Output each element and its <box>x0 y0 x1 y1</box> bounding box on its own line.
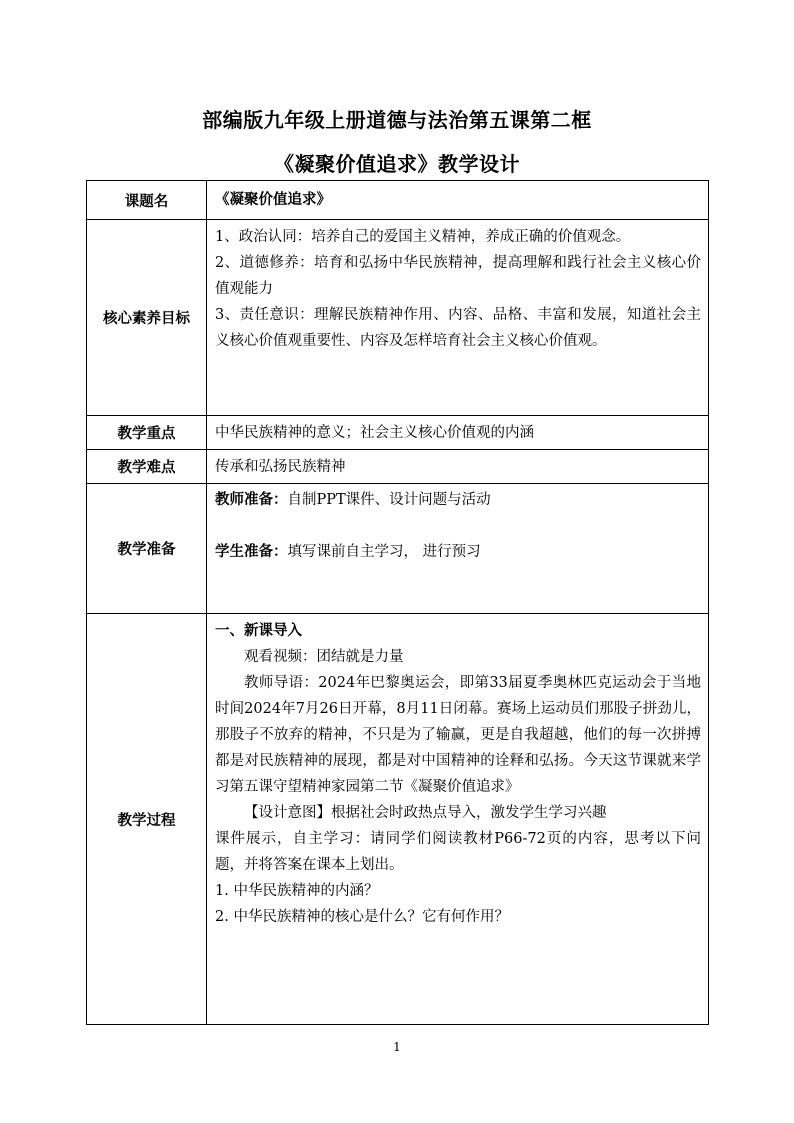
teacher-prep <box>215 487 701 513</box>
page-number: 1 <box>393 1040 401 1054</box>
goal-item-3: 3、责任意识：理解民族精神作用、内容、品格、丰富和发展，知道社会主义核心价值观重要性、内容及怎样培育社会主义核心价值观。 <box>215 307 701 349</box>
preparation-content <box>207 484 709 614</box>
goals-content <box>207 220 709 416</box>
table-row-key-points <box>87 416 709 450</box>
self-study-task: 课件展示，自主学习：请同学们阅读教材P66-72页的内容，思考以下问题，并将答案在课本上划出。 <box>215 831 701 873</box>
goal-item-1: 1、政治认同：培养自己的爱国主义精神，养成正确的价值观念。 <box>215 229 631 245</box>
video-line: 观看视频：团结就是力量 <box>244 649 404 665</box>
student-prep <box>215 539 701 565</box>
section-heading-intro: 一、新课导入 <box>215 622 302 639</box>
table-row-topic <box>87 181 709 220</box>
lesson-plan-table <box>86 180 709 1025</box>
key-points-value: 中华民族精神的意义；社会主义核心价值观的内涵 <box>207 416 709 450</box>
preparation-label: 教学准备 <box>87 484 207 614</box>
question-2: 2. 中华民族精神的核心是什么？它有何作用？ <box>215 909 509 925</box>
key-points-label: 教学重点 <box>87 416 207 450</box>
question-1: 1. 中华民族精神的内涵？ <box>215 883 379 899</box>
teacher-intro-paragraph: 教师导语：2024年巴黎奥运会，即第33届夏季奥林匹克运动会于当地时间2024年7月26日开幕，8月11日闭幕。赛场上运动员们那股子拼劲儿，那股子不放弃的精神，不只是为了输赢，更是自我超越，他们的每一次拼搏都是对民族精神的展现，都是对中国精神的诠释和弘扬。今天这节课就来学习第五课守望精神家园第二节《凝聚价值追求》 <box>215 675 701 795</box>
difficulty-value: 传承和弘扬民族精神 <box>207 450 709 484</box>
goals-label: 核心素养目标 <box>87 220 207 416</box>
table-row-goals <box>87 220 709 416</box>
teacher-prep-label: 教师准备： <box>215 491 288 508</box>
table-row-preparation <box>87 484 709 614</box>
table-row-difficulty <box>87 450 709 484</box>
document-title-line2: 《凝聚价值追求》教学设计 <box>274 152 520 176</box>
student-prep-label: 学生准备： <box>215 543 288 560</box>
student-prep-value: 填写课前自主学习， 进行预习 <box>287 544 481 560</box>
topic-value: 《凝聚价值追求》 <box>207 181 709 220</box>
topic-label: 课题名 <box>87 181 207 220</box>
goal-item-2: 2、道德修养：培育和弘扬中华民族精神，提高理解和践行社会主义核心价值观能力 <box>215 255 701 297</box>
design-intent: 【设计意图】根据社会时政热点导入，激发学生学习兴趣 <box>244 805 607 821</box>
process-content <box>207 614 709 1025</box>
difficulty-label: 教学难点 <box>87 450 207 484</box>
document-title-line1: 部编版九年级上册道德与法治第五课第二框 <box>202 108 592 132</box>
process-label: 教学过程 <box>87 614 207 1025</box>
table-row-process <box>87 614 709 1025</box>
teacher-prep-value: 自制PPT课件、设计问题与活动 <box>287 492 491 508</box>
